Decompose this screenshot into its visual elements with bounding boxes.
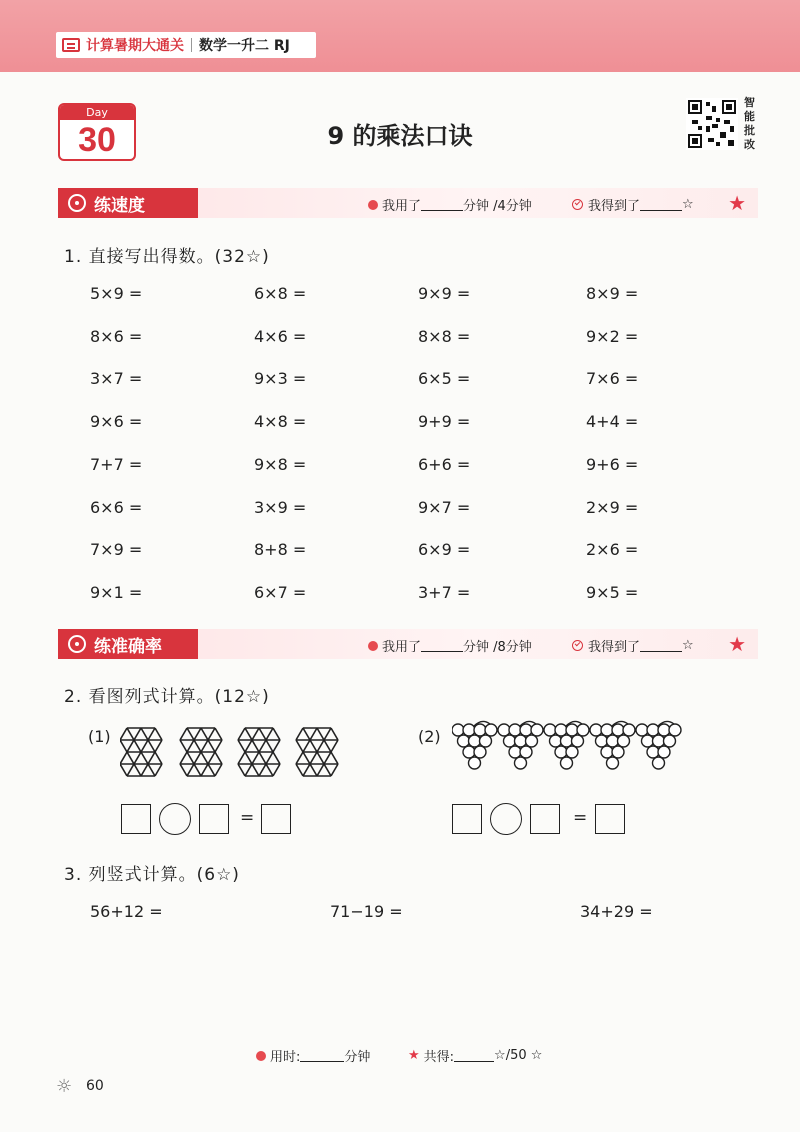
vertical-calc-2: 71−19 =	[330, 902, 403, 921]
triangle-edge	[215, 752, 222, 764]
operator-circle[interactable]	[490, 803, 522, 835]
grape-icon	[504, 735, 516, 747]
time-blank[interactable]	[300, 1050, 344, 1062]
grape-icon	[463, 746, 475, 758]
equation-item: 2×9 =	[586, 497, 639, 517]
grape-icon	[469, 757, 481, 769]
grape-icon	[515, 735, 527, 747]
grape-icon	[647, 746, 659, 758]
stopwatch-icon	[68, 194, 86, 212]
triangle-edge	[215, 728, 222, 740]
equation-item: 4×6 =	[254, 326, 307, 346]
answer-box[interactable]	[199, 804, 229, 834]
equation-item: 2×6 =	[586, 540, 639, 560]
header-banner	[0, 0, 800, 72]
triangle-edge	[273, 728, 280, 740]
grape-icon	[469, 735, 481, 747]
triangle-edge	[273, 740, 280, 752]
triangle-edge	[180, 764, 187, 776]
operator-circle[interactable]	[159, 803, 191, 835]
answer-box[interactable]	[121, 804, 151, 834]
equation-item: 8+8 =	[254, 540, 307, 560]
equation-item: 3×9 =	[254, 497, 307, 517]
grape-icon	[550, 735, 562, 747]
triangle-edge	[180, 740, 187, 752]
equation-item: 6×8 =	[254, 284, 307, 303]
triangle-edge	[296, 764, 303, 776]
grape-icon	[607, 735, 619, 747]
grape-icon	[642, 735, 654, 747]
grape-icon	[658, 724, 670, 736]
grape-icon	[474, 746, 486, 758]
series-tab	[56, 32, 316, 58]
grape-icon	[498, 724, 510, 736]
part-2-label: (2)	[418, 727, 441, 746]
triangle-edge	[120, 752, 127, 764]
equation-item: 9×5 =	[586, 582, 639, 602]
sun-decoration-icon: ☼	[56, 1076, 73, 1097]
qr-code-icon[interactable]	[686, 98, 738, 150]
equation-item: 3×7 =	[90, 369, 143, 389]
star-icon: ★	[408, 1048, 420, 1063]
triangle-edge	[155, 740, 162, 752]
grape-icon	[561, 735, 573, 747]
footer-total: ★ 共得: ☆/50 ☆	[408, 1048, 543, 1065]
grape-icon	[623, 724, 635, 736]
grape-icon	[658, 746, 670, 758]
grape-icon	[596, 735, 608, 747]
equation-item: 9×8 =	[254, 454, 307, 474]
question-1-title: 1. 直接写出得数。(32☆)	[64, 247, 270, 267]
grape-bunch-figures	[452, 718, 692, 784]
answer-box[interactable]	[452, 804, 482, 834]
grape-icon	[590, 724, 602, 736]
equation-item: 9×3 =	[254, 369, 307, 389]
grape-icon	[520, 746, 532, 758]
result-box[interactable]	[595, 804, 625, 834]
part-1-label: (1)	[88, 727, 111, 746]
grape-icon	[463, 724, 475, 736]
section-speed-bar	[58, 188, 758, 218]
triangle-edge	[273, 764, 280, 776]
timer-icon	[368, 641, 378, 651]
equation-item: 6+6 =	[418, 454, 471, 474]
triangle-edge	[238, 764, 245, 776]
grape-icon	[636, 724, 648, 736]
grape-icon	[485, 724, 497, 736]
result-box[interactable]	[261, 804, 291, 834]
equation-item: 9×6 =	[90, 412, 143, 432]
grape-icon	[480, 735, 492, 747]
vertical-calc-3: 34+29 =	[580, 902, 653, 921]
triangle-edge	[273, 752, 280, 764]
clock-icon	[256, 1051, 266, 1061]
grape-icon	[612, 724, 624, 736]
triangle-edge	[155, 752, 162, 764]
grape-icon	[647, 724, 659, 736]
grape-icon	[561, 757, 573, 769]
grape-icon	[531, 724, 543, 736]
triangle-edge	[331, 752, 338, 764]
day-number: 30	[78, 121, 116, 159]
grape-icon	[577, 724, 589, 736]
equation-item: 4+4 =	[586, 412, 639, 432]
grape-icon	[520, 724, 532, 736]
equation-item: 8×6 =	[90, 326, 143, 346]
equation-item: 7×9 =	[90, 540, 143, 560]
time-blank[interactable]	[421, 640, 463, 652]
grape-icon	[601, 724, 613, 736]
grade-label: 数学一升二 RJ	[199, 38, 290, 54]
star-icon: ★	[728, 632, 746, 656]
series-title: 计算暑期大通关	[86, 38, 184, 54]
question-2-title: 2. 看图列式计算。(12☆)	[64, 687, 270, 707]
section-accuracy-bar	[58, 629, 758, 659]
timer-accuracy: 我用了 分钟 /8分钟	[368, 636, 532, 655]
grape-icon	[618, 735, 630, 747]
grape-icon	[601, 746, 613, 758]
score-accuracy: 我得到了 ☆	[572, 636, 694, 655]
triangle-edge	[215, 764, 222, 776]
equals-sign: =	[240, 808, 255, 828]
triangle-edge	[331, 740, 338, 752]
grape-icon	[509, 746, 521, 758]
triangle-edge	[215, 740, 222, 752]
equation-item: 9+6 =	[586, 454, 639, 474]
vertical-calc-1: 56+12 =	[90, 902, 163, 921]
grape-icon	[566, 746, 578, 758]
score-speed: 我得到了 ☆	[572, 195, 694, 214]
equation-item: 6×6 =	[90, 497, 143, 517]
grape-icon	[669, 724, 681, 736]
grape-icon	[664, 735, 676, 747]
triangle-edge	[296, 740, 303, 752]
equation-item: 7×6 =	[586, 369, 639, 389]
answer-box[interactable]	[530, 804, 560, 834]
score-blank[interactable]	[640, 199, 682, 211]
equation-item: 5×9 =	[90, 284, 143, 303]
grape-icon	[572, 735, 584, 747]
grape-icon	[509, 724, 521, 736]
equation-item: 9×9 =	[418, 284, 471, 303]
footer-time: 用时: 分钟	[256, 1046, 370, 1065]
triangle-edge	[331, 764, 338, 776]
equation-item: 4×8 =	[254, 412, 307, 432]
grape-icon	[555, 746, 567, 758]
section-accuracy-label: 练准确率	[58, 629, 198, 659]
equation-item: 9×2 =	[586, 326, 639, 346]
page-title: 9 的乘法口诀	[327, 122, 473, 150]
grape-icon	[474, 724, 486, 736]
grape-icon	[653, 735, 665, 747]
triangle-edge	[238, 728, 245, 740]
qr-side-text: 智 能 批 改	[744, 96, 755, 151]
triangle-edge	[120, 728, 127, 740]
divider	[191, 38, 192, 52]
star-icon: ★	[728, 191, 746, 215]
total-blank[interactable]	[454, 1050, 494, 1062]
equation-item: 6×5 =	[418, 369, 471, 389]
equation-item: 9×1 =	[90, 582, 143, 602]
equation-item: 8×9 =	[586, 284, 639, 303]
grape-icon	[544, 724, 556, 736]
grape-icon	[612, 746, 624, 758]
triangle-edge	[155, 764, 162, 776]
question-3-title: 3. 列竖式计算。(6☆)	[64, 865, 240, 885]
equation-item: 9×7 =	[418, 497, 471, 517]
equation-item: 3+7 =	[418, 582, 471, 602]
target-icon	[68, 635, 86, 653]
equation-item: 9+9 =	[418, 412, 471, 432]
triangle-edge	[180, 728, 187, 740]
time-blank[interactable]	[421, 199, 463, 211]
score-blank[interactable]	[640, 640, 682, 652]
check-icon	[572, 199, 583, 210]
grape-icon	[458, 735, 470, 747]
grape-icon	[607, 757, 619, 769]
equation-item: 6×7 =	[254, 582, 307, 602]
book-icon	[62, 38, 80, 52]
grape-icon	[566, 724, 578, 736]
grape-icon	[555, 724, 567, 736]
triangle-edge	[180, 752, 187, 764]
equation-item: 6×9 =	[418, 540, 471, 560]
triangle-edge	[238, 740, 245, 752]
grape-icon	[526, 735, 538, 747]
triangle-edge	[155, 728, 162, 740]
timer-icon	[368, 200, 378, 210]
triangle-edge	[238, 752, 245, 764]
grape-icon	[653, 757, 665, 769]
grape-icon	[452, 724, 464, 736]
grape-icon	[515, 757, 527, 769]
triangle-edge	[296, 752, 303, 764]
timer-speed: 我用了 分钟 /4分钟	[368, 195, 532, 214]
equation-item: 8×8 =	[418, 326, 471, 346]
triangle-edge	[120, 764, 127, 776]
triangle-hexagon-figures	[120, 722, 350, 784]
page-number: 60	[86, 1078, 104, 1094]
triangle-edge	[331, 728, 338, 740]
triangle-edge	[296, 728, 303, 740]
equation-item: 7+7 =	[90, 454, 143, 474]
triangle-edge	[120, 740, 127, 752]
equals-sign: =	[573, 808, 588, 828]
check-icon	[572, 640, 583, 651]
section-speed-label: 练速度	[58, 188, 198, 218]
day-label: Day	[60, 105, 134, 120]
